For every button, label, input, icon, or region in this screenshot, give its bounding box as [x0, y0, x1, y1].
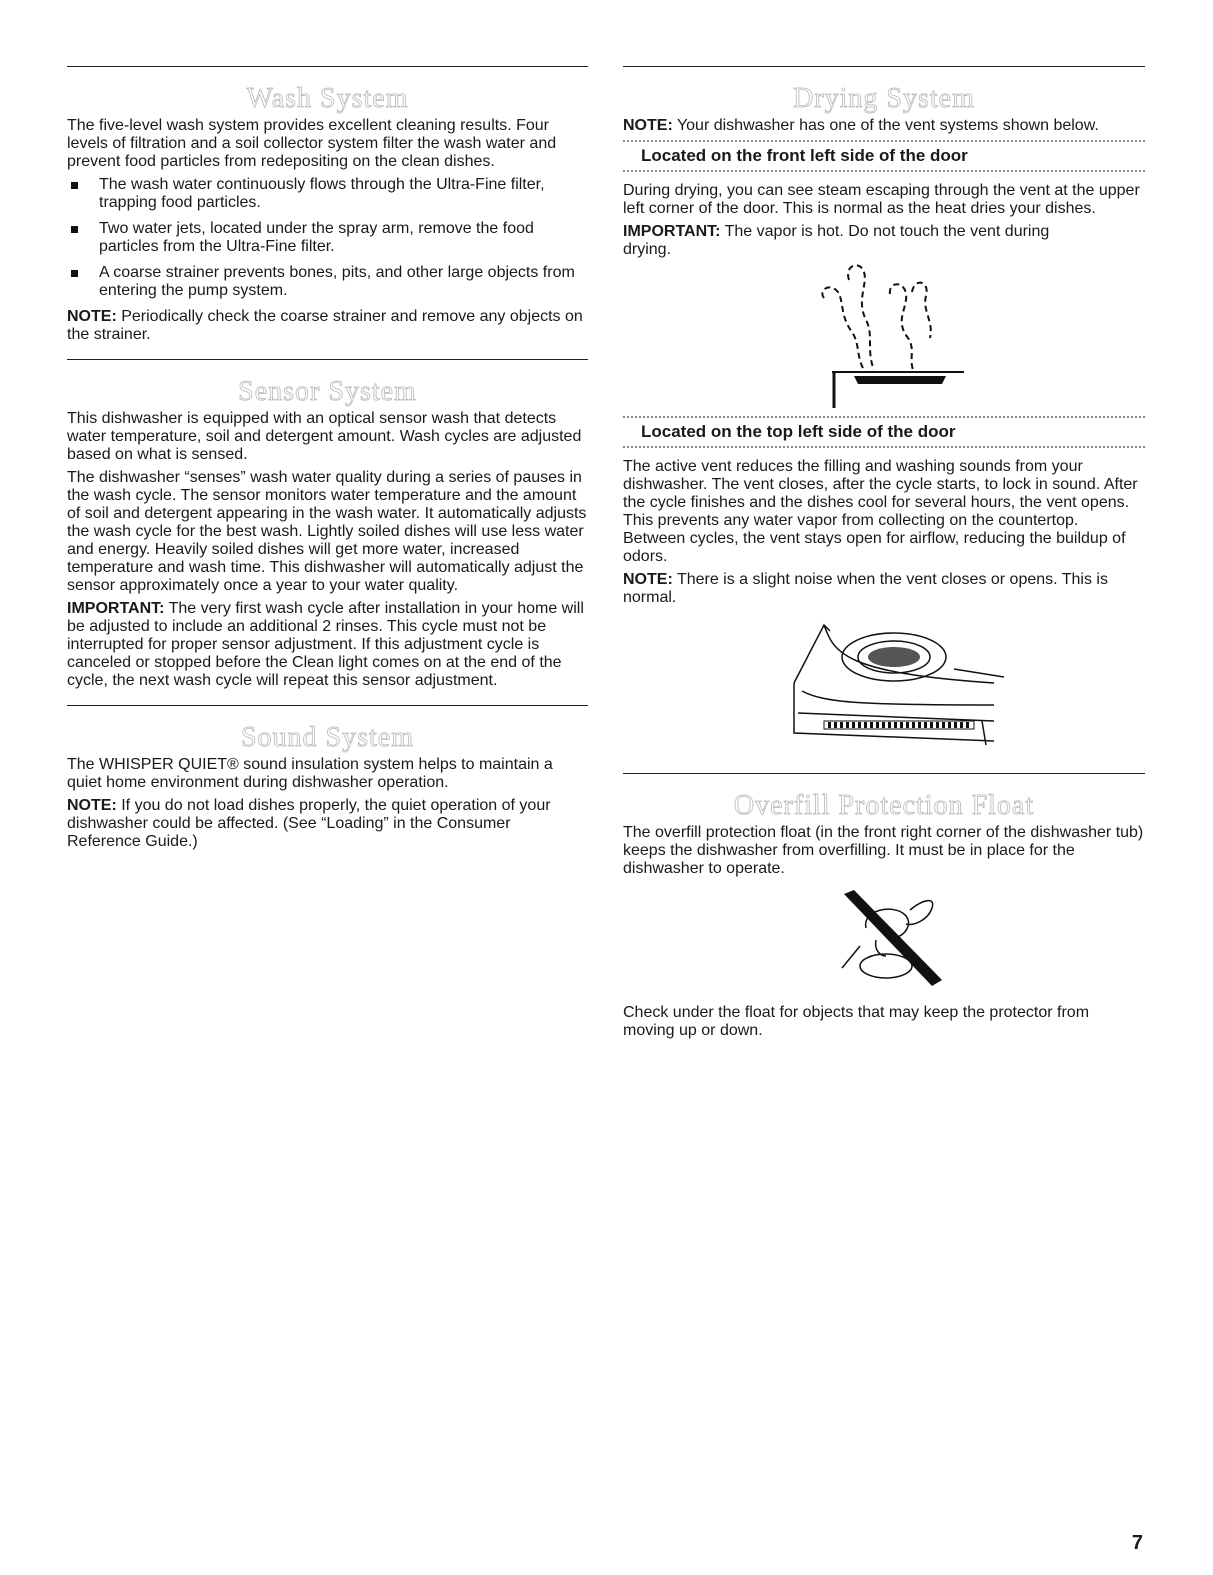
sensor-important [67, 600, 588, 690]
front-vent-subheading: Located on the front left side of the door [641, 146, 968, 165]
drying-important [623, 223, 1063, 259]
list-item: A coarse strainer prevents bones, pits, and other large objects from entering the pump system. [67, 264, 588, 300]
dotted-divider [623, 170, 1145, 172]
drying-note-2 [623, 571, 1145, 607]
sensor-paragraph-1: This dishwasher is equipped with an optical sensor wash that detects water temperature, soil and detergent amount. Wash cycles are adjusted based on what is sensed. [67, 410, 582, 463]
right-column [623, 66, 1145, 1045]
sensor-system-heading: Sensor System [238, 376, 417, 407]
steam-vent-illustration [794, 260, 974, 408]
wash-bullet-list [67, 176, 588, 300]
sound-note [67, 797, 588, 851]
sound-system-heading: Sound System [240, 722, 415, 753]
wash-note [67, 308, 588, 344]
section-divider [623, 66, 1145, 67]
front-vent-paragraph: During drying, you can see steam escaping through the vent at the upper left corner of the door. This is normal as the heat dries your dishes. [623, 182, 1140, 217]
list-item: The wash water continuously flows through the Ultra-Fine filter, trapping food particles. [67, 176, 588, 212]
wash-intro: The five-level wash system provides excellent cleaning results. Four levels of filtration and a soil collector system filter the wash water and prevent food particles from redepositing on the clean dishes. [67, 117, 557, 170]
overfill-float-illustration [814, 890, 954, 990]
important-label: IMPORTANT: [623, 223, 721, 240]
note-label: NOTE: [623, 117, 673, 134]
important-text: The very first wash cycle after installation in your home will be adjusted to include an additional 2 rinses. This cycle must not be interrupted for proper sensor adjustment. If this adjustment cycle is canceled or stopped before the Clean light comes on at the end of the cycle, the next wash cycle will repeat this sensor adjustment. [67, 600, 584, 689]
section-divider [67, 66, 588, 67]
sensor-paragraph-2: The dishwasher “senses” wash water quality during a series of pauses in the wash cycle. The sensor monitors water temperature and the amount of soil and detergent appearing in the wash water. It automatically adjusts the wash cycle for the best wash. Lightly soiled dishes will use less water and energy. Heavily soiled dishes will get more water, increased temperature and wash time. This dishwasher will automatically adjust the sensor approximately once a year to your water quality. [67, 469, 587, 594]
active-vent-illustration [764, 613, 1004, 763]
top-vent-subheading: Located on the top left side of the door [641, 422, 956, 441]
note-text: If you do not load dishes properly, the quiet operation of your dishwasher could be affected. (See “Loading” in the Consumer Reference Guide.) [67, 797, 551, 850]
dotted-divider [623, 446, 1145, 448]
top-vent-paragraph: The active vent reduces the filling and washing sounds from your dishwasher. The vent closes, after the cycle starts, to lock in sound. After the cycle finishes and the dishes cool for several hours, the vent opens. This prevents any water vapor from collecting on the countertop. Between cycles, the vent stays open for airflow, reducing the buildup of odors. [623, 458, 1138, 565]
note-text: Periodically check the coarse strainer and remove any objects on the strainer. [67, 308, 583, 343]
left-column [67, 66, 588, 856]
list-item: Two water jets, located under the spray arm, remove the food particles from the Ultra-Fine filter. [67, 220, 588, 256]
sound-paragraph: The WHISPER QUIET® sound insulation system helps to maintain a quiet home environment during dishwasher operation. [67, 756, 553, 791]
section-divider [67, 359, 588, 360]
overfill-paragraph-1: The overfill protection float (in the front right corner of the dishwasher tub) keeps the dishwasher from overfilling. It must be in place for the dishwasher to operate. [623, 824, 1144, 877]
drying-system-heading: Drying System [793, 83, 975, 114]
note-text: Your dishwasher has one of the vent systems shown below. [672, 117, 1099, 134]
page-number: 7 [1131, 1532, 1143, 1554]
wash-system-heading: Wash System [246, 83, 409, 114]
important-label: IMPORTANT: [67, 600, 165, 617]
note-label: NOTE: [623, 571, 673, 588]
note-label: NOTE: [67, 308, 117, 325]
drying-note [623, 117, 1145, 135]
important-text: The vapor is hot. Do not touch the vent during drying. [623, 223, 1050, 258]
section-divider [623, 773, 1145, 774]
overfill-paragraph-2: Check under the float for objects that may keep the protector from moving up or down. [623, 1004, 1090, 1039]
overfill-float-heading: Overfill Protection Float [733, 790, 1035, 821]
note-label: NOTE: [67, 797, 117, 814]
section-divider [67, 705, 588, 706]
note-text: There is a slight noise when the vent closes or opens. This is normal. [623, 571, 1108, 606]
